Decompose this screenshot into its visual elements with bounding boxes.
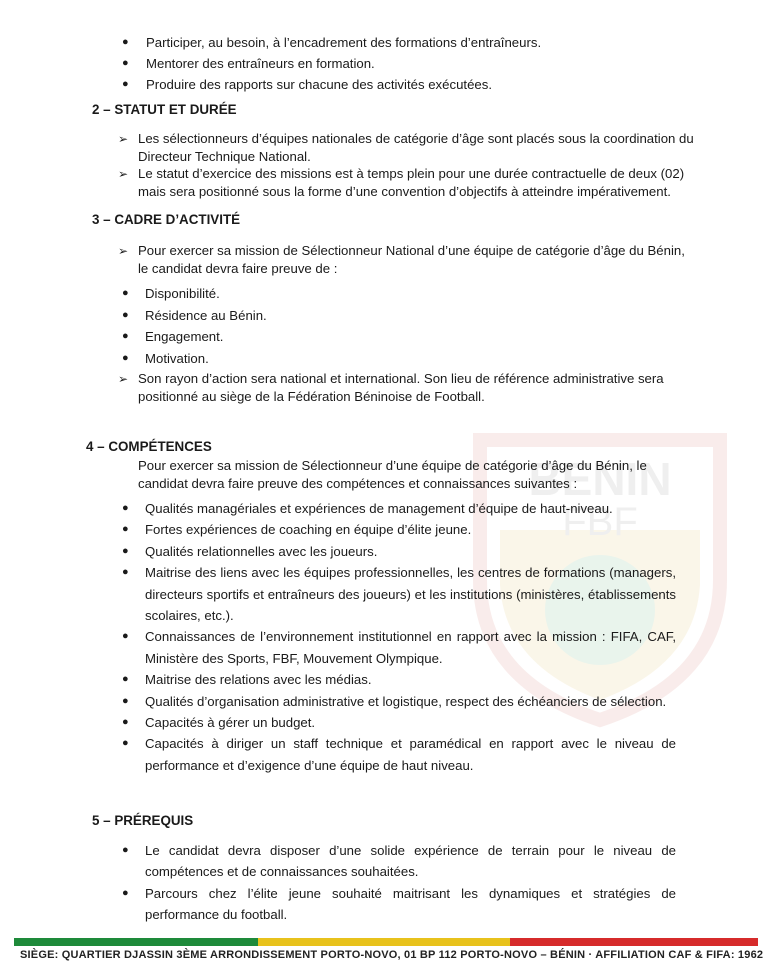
watermark-line2: FBF: [562, 500, 638, 544]
list-item: ● Connaissances de l’environnement institutionnel en rapport avec la mission : FIFA, CAF, Ministère des Sports, FBF, Mouvement Olympique.: [118, 626, 676, 669]
bullet-dot-icon: ●: [122, 36, 129, 48]
bullet-dot-icon: ●: [122, 57, 129, 69]
section-3-bullet-list: [118, 283, 678, 369]
section-5-bullet-list: [118, 840, 676, 926]
watermark-line1: BENIN: [528, 453, 672, 505]
list-item: ● Fortes expériences de coaching en équipe d’élite jeune.: [118, 519, 676, 540]
list-item: ● Mentorer des entraîneurs en formation.: [108, 53, 688, 74]
bullet-dot-icon: ●: [122, 694, 129, 707]
list-item: ● Disponibilité.: [118, 283, 678, 305]
section-2-item: ➢ Le statut d’exercice des missions est à temps plein pour une durée contractuelle de deux (02) mais sera positionné sous la forme d’une convention d’objectifs à atteindre impérativement.: [118, 166, 685, 199]
bullet-dot-icon: ●: [122, 78, 129, 90]
arrow-bullet-icon: ➢: [118, 167, 129, 181]
list-item: ● Engagement.: [118, 326, 678, 348]
list-item: ● Maitrise des liens avec les équipes professionnelles, les centres de formations (managers, directeurs sportifs et entraîneurs des joueurs) et les institutions (ministères, établissements scolaires, etc.).: [118, 562, 676, 626]
bullet-dot-icon: ●: [122, 716, 129, 729]
list-item: ● Motivation.: [118, 348, 678, 370]
bullet-dot-icon: ●: [122, 351, 129, 364]
intro-bullet-list: [108, 32, 688, 95]
arrow-bullet-icon: ➢: [118, 132, 129, 146]
section-3-heading: 3 – CADRE D’ACTIVITÉ: [92, 212, 241, 227]
list-item: ● Le candidat devra disposer d’une solide expérience de terrain pour le niveau de compétences et de connaissances souhaitées.: [118, 840, 676, 883]
section-4-intro: Pour exercer sa mission de Sélectionneur d’une équipe de catégorie d’âge du Bénin, le candidat devra faire preuve des compétences et connaissances suivantes :: [138, 458, 647, 491]
section-3-intro: ➢ Pour exercer sa mission de Sélectionneur National d’une équipe de catégorie d’âge du Bénin, le candidat devra faire preuve de :: [118, 243, 685, 276]
list-item: ● Qualités relationnelles avec les joueurs.: [118, 541, 676, 562]
footer-bar-red: [510, 938, 758, 946]
bullet-dot-icon: ●: [122, 737, 129, 750]
section-5-heading: 5 – PRÉREQUIS: [92, 813, 194, 828]
footer-color-bar: [14, 938, 758, 946]
bullet-dot-icon: ●: [122, 544, 129, 557]
list-item: ● Qualités managériales et expériences de management d’équipe de haut-niveau.: [118, 498, 676, 519]
list-item: ● Maitrise des relations avec les médias.: [118, 669, 676, 690]
section-3-closing: ➢ Son rayon d’action sera national et international. Son lieu de référence administrative sera positionné au siège de la Fédération Béninoise de Football.: [118, 371, 664, 404]
footer-bar-green: [14, 938, 258, 946]
list-item: ● Résidence au Bénin.: [118, 305, 678, 327]
footer-address: SIÈGE: QUARTIER DJASSIN 3ÈME ARRONDISSEMENT PORTO-NOVO, 01 BP 112 PORTO-NOVO – BÉNIN · AFFILIATION CAF & FIFA: 1962: [20, 949, 764, 961]
bullet-dot-icon: ●: [122, 308, 129, 321]
bullet-dot-icon: ●: [122, 630, 129, 643]
list-item: ● Parcours chez l’élite jeune souhaité maitrisant les dynamiques et stratégies de performance du football.: [118, 883, 676, 926]
footer-bar-yellow: [258, 938, 510, 946]
arrow-bullet-icon: ➢: [118, 372, 129, 386]
list-item: ● Capacités à diriger un staff technique et paramédical en rapport avec le niveau de performance et d’exigence d’une équipe de haut niveau.: [118, 733, 676, 776]
list-item: ● Qualités d’organisation administrative et logistique, respect des échéanciers de sélection.: [118, 691, 676, 712]
section-2-item: ➢ Les sélectionneurs d’équipes nationales de catégorie d’âge sont placés sous la coordination du Directeur Technique National.: [118, 131, 694, 164]
section-4-bullet-list: [118, 498, 676, 776]
bullet-dot-icon: ●: [122, 523, 129, 536]
list-item: ● Produire des rapports sur chacune des activités exécutées.: [108, 74, 688, 95]
bullet-dot-icon: ●: [122, 844, 129, 856]
bullet-dot-icon: ●: [122, 566, 129, 579]
bullet-dot-icon: ●: [122, 886, 129, 899]
bullet-dot-icon: ●: [122, 287, 129, 299]
list-item: ● Capacités à gérer un budget.: [118, 712, 676, 733]
section-2-heading: 2 – STATUT ET DURÉE: [92, 102, 237, 117]
arrow-bullet-icon: ➢: [118, 244, 129, 258]
section-4-heading: 4 – COMPÉTENCES: [86, 439, 212, 454]
bullet-dot-icon: ●: [122, 673, 129, 686]
list-item: ● Participer, au besoin, à l’encadrement des formations d’entraîneurs.: [108, 32, 688, 53]
bullet-dot-icon: ●: [122, 502, 129, 514]
bullet-dot-icon: ●: [122, 330, 129, 343]
